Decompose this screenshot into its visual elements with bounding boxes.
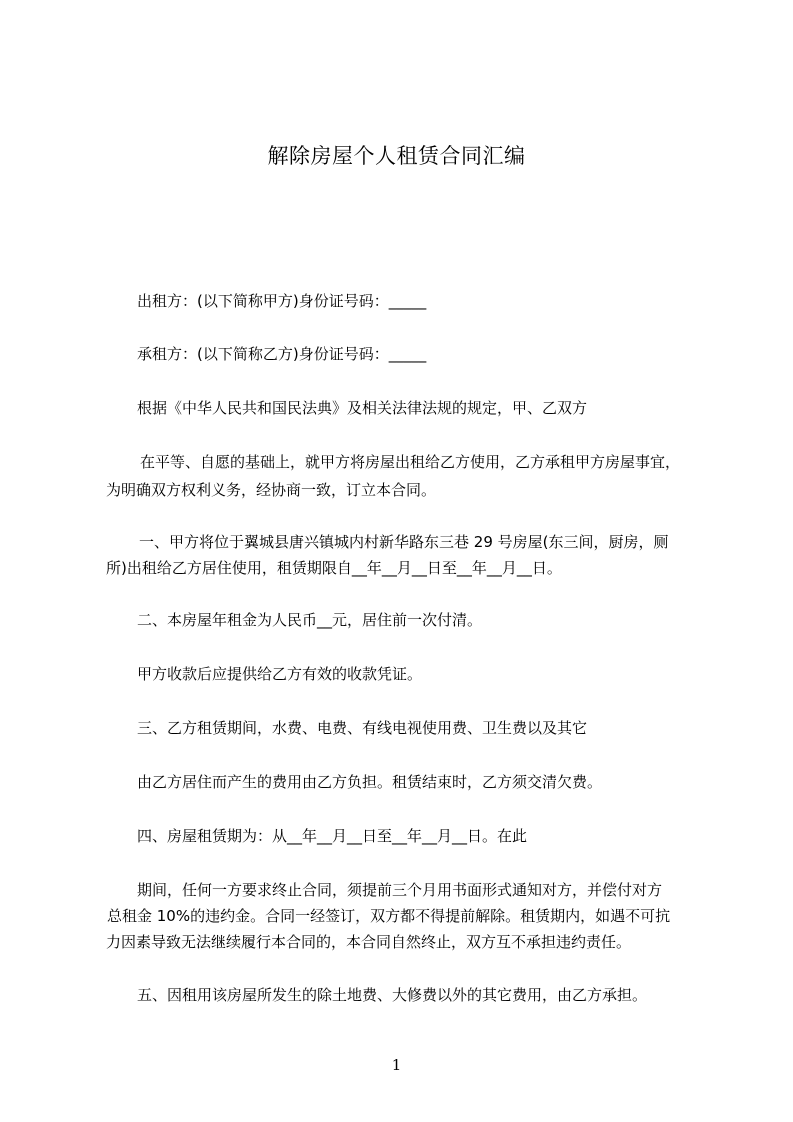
clause-4-line: 四、房屋租赁期为：从__年__月__日至__年__月__日。在此: [137, 827, 528, 845]
clause-4-line: 总租金 10%的违约金。合同一经签订，双方都不得提前解除。租赁期内，如遇不可抗: [107, 907, 671, 925]
clause-1-line: 所)出租给乙方居住使用，租赁期限自__年__月__日至__年__月__日。: [106, 559, 562, 577]
clause-3-line: 三、乙方租赁期间，水费、电费、有线电视使用费、卫生费以及其它: [137, 719, 588, 737]
clause-5-line: 五、因租用该房屋所发生的除土地费、大修费以外的其它费用，由乙方承担。: [137, 986, 648, 1004]
clause-4-line: 期间，任何一方要求终止合同，须提前三个月用书面形式通知对方，并偿付对方: [137, 881, 663, 899]
clause-1-line: 一、甲方将位于翼城县唐兴镇城内村新华路东三巷 29 号房屋(东三间，厨房，厕: [139, 533, 669, 551]
paragraph-line: 为明确双方权利义务，经协商一致，订立本合同。: [106, 481, 437, 499]
clause-4-line: 力因素导致无法继续履行本合同的，本合同自然终止，双方互不承担违约责任。: [106, 933, 632, 951]
page-number: 1: [391, 1056, 402, 1074]
receipt-line: 甲方收款后应提供给乙方有效的收款凭证。: [137, 665, 423, 683]
basis-line: 根据《中华人民共和国民法典》及相关法律法规的规定，甲、乙双方: [137, 399, 588, 417]
lessor-line: 出租方：(以下简称甲方)身份证号码：_____: [137, 292, 427, 310]
page-title: 解除房屋个人租赁合同汇编: [267, 144, 526, 168]
paragraph-line: 在平等、自愿的基础上，就甲方将房屋出租给乙方使用，乙方承租甲方房屋事宜，: [140, 453, 681, 471]
lessee-line: 承租方：(以下简称乙方)身份证号码：_____: [137, 345, 427, 363]
clause-2-line: 二、本房屋年租金为人民币__元，居住前一次付清。: [137, 611, 483, 629]
clause-3-line: 由乙方居住而产生的费用由乙方负担。租赁结束时，乙方须交清欠费。: [137, 773, 603, 791]
